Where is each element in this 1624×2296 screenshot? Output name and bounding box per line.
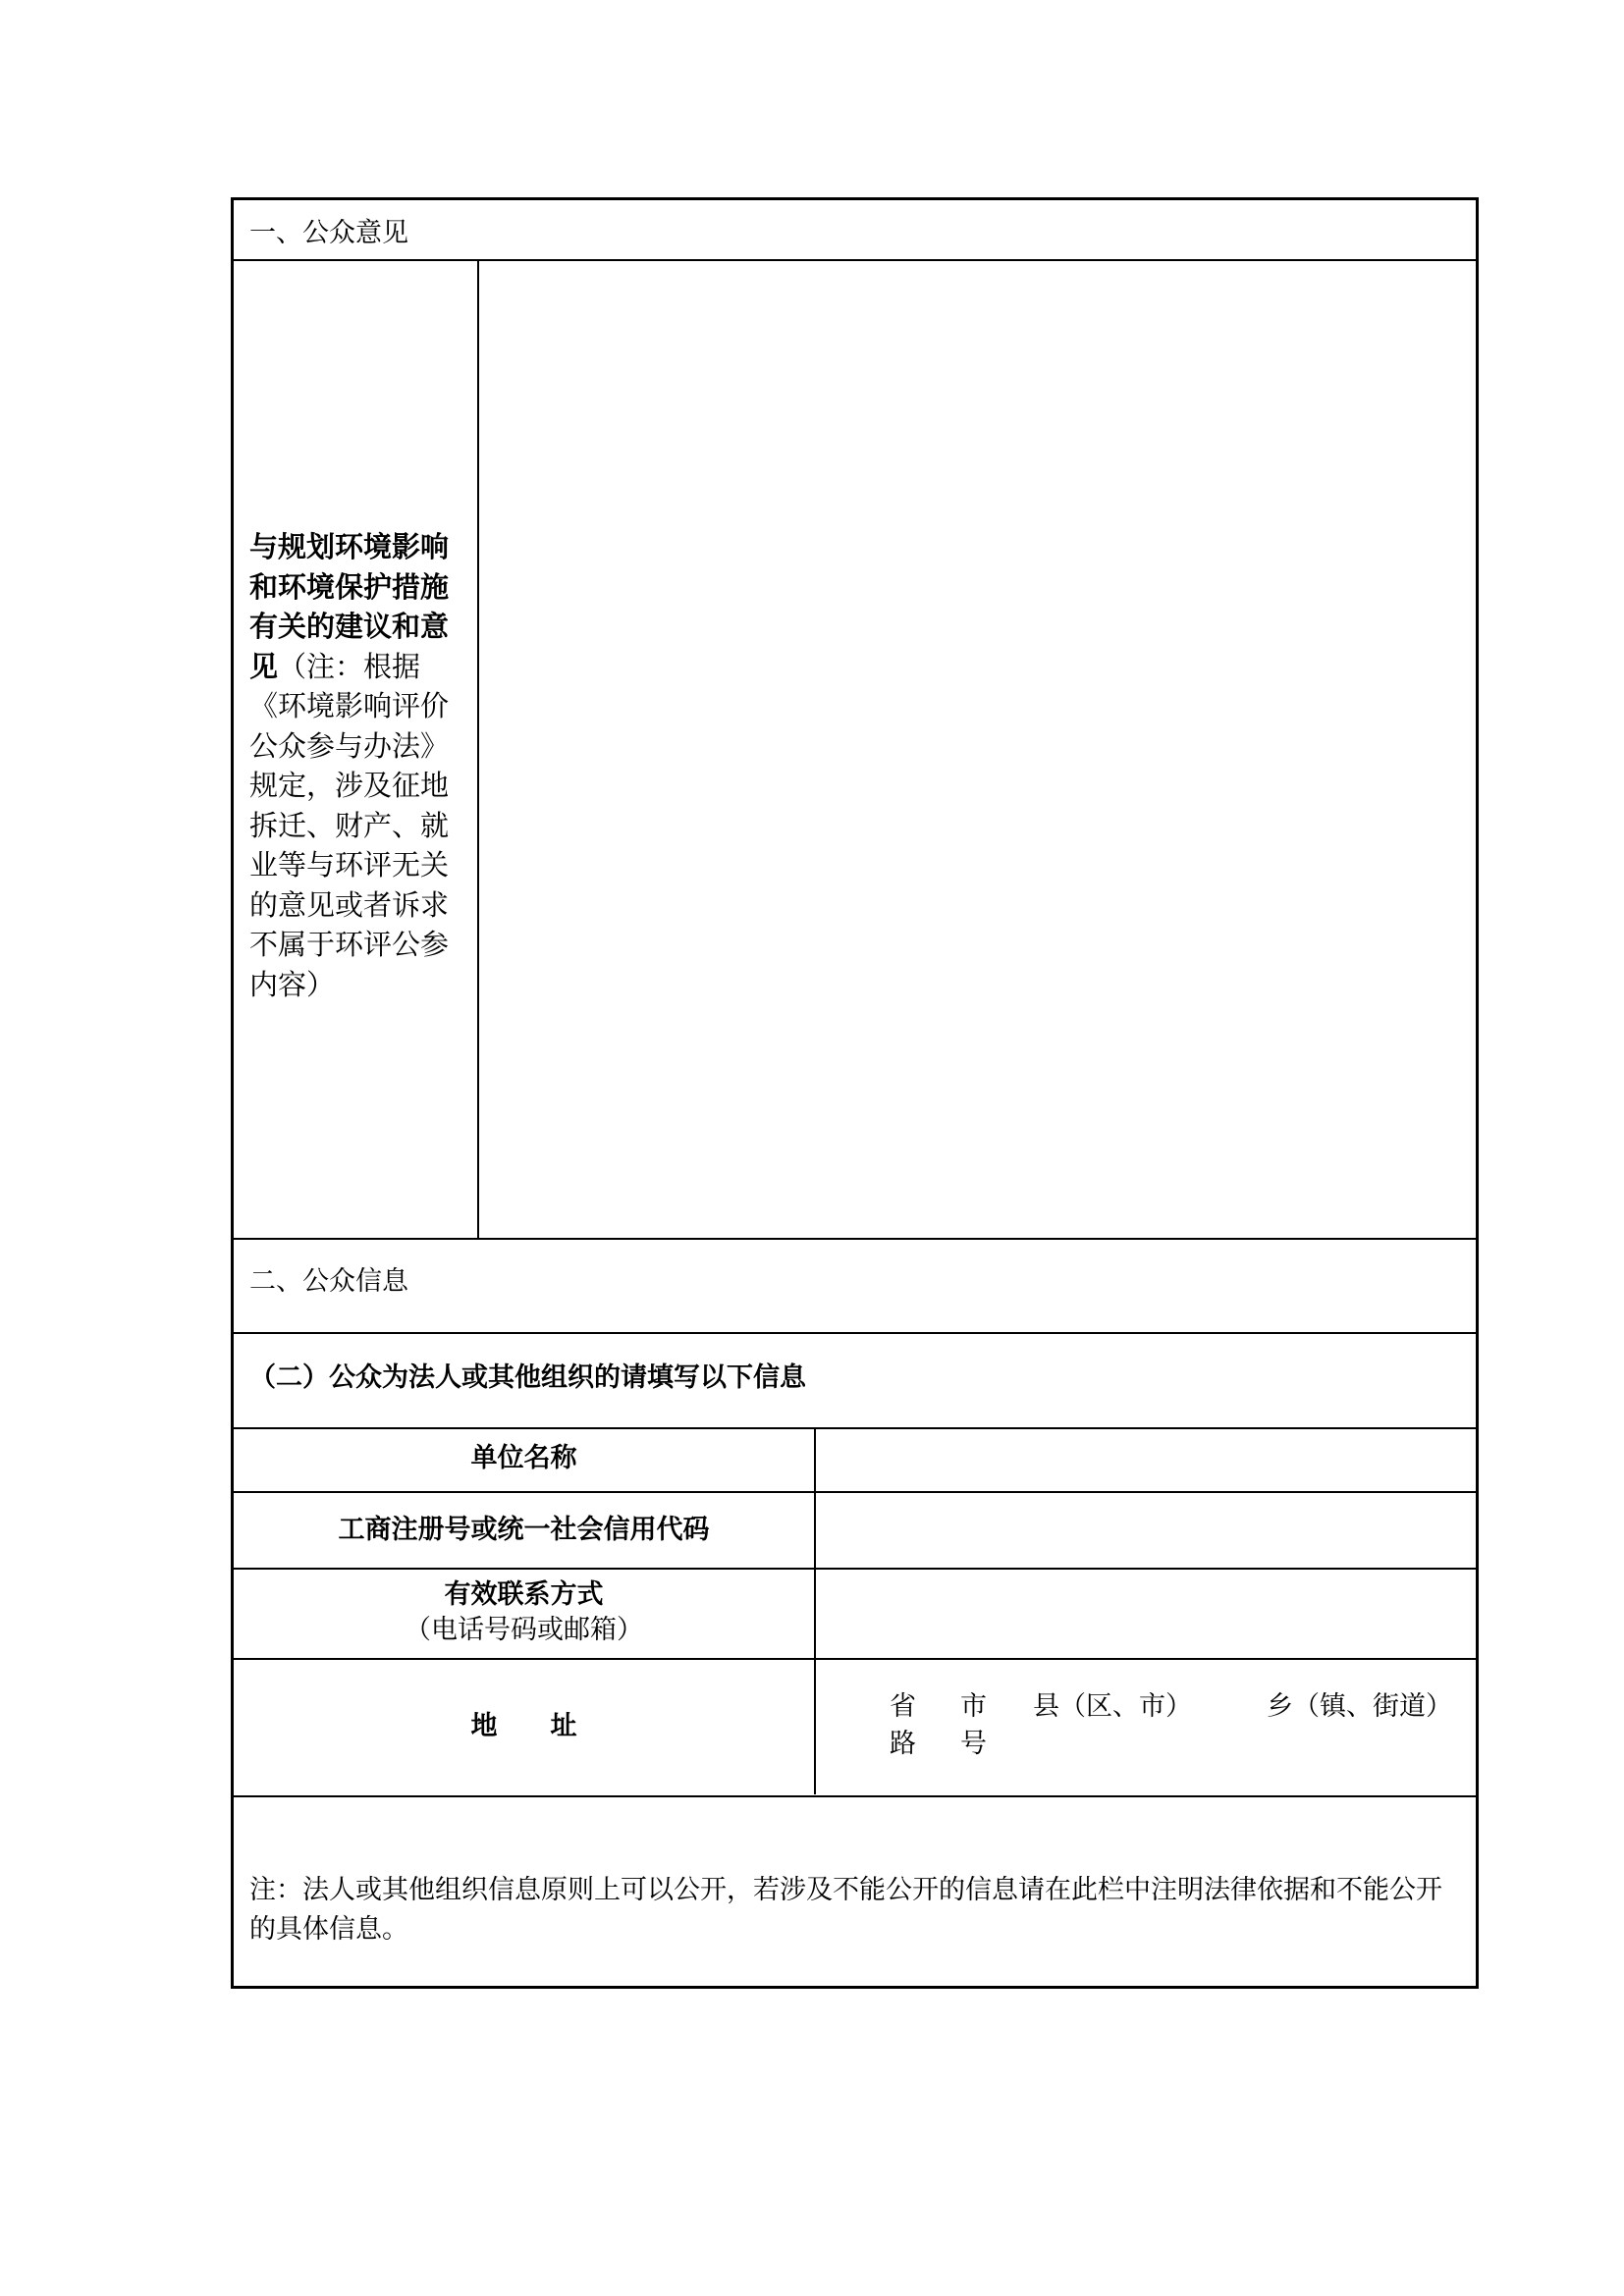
address-road: 路 xyxy=(890,1729,916,1759)
contact-field[interactable] xyxy=(817,1570,1476,1657)
address-province: 省 xyxy=(890,1691,916,1722)
address-number: 号 xyxy=(960,1729,987,1759)
section2-heading: 二、公众信息 xyxy=(249,1266,408,1297)
address-township: 乡（镇、街道） xyxy=(1267,1691,1452,1722)
unit-name-label: 单位名称 xyxy=(470,1443,577,1473)
address-label: 地 址 xyxy=(470,1711,577,1741)
unit-name-field[interactable] xyxy=(817,1429,1476,1490)
registration-number-label: 工商注册号或统一社会信用代码 xyxy=(338,1515,710,1545)
divider xyxy=(234,1795,1476,1797)
section1-heading: 一、公众意见 xyxy=(249,218,408,248)
contact-sublabel: （电话号码或邮箱） xyxy=(405,1615,643,1645)
contact-label: 有效联系方式 xyxy=(444,1579,604,1610)
public-opinion-form xyxy=(231,197,1479,1989)
address-county: 县（区、市） xyxy=(1033,1691,1192,1722)
section2-subheading: （二）公众为法人或其他组织的请填写以下信息 xyxy=(249,1362,806,1393)
divider xyxy=(234,1238,1476,1240)
registration-number-field[interactable] xyxy=(817,1493,1476,1567)
opinion-label-main: 与规划环境影响和环境保护措施有关的建议和意见 xyxy=(249,530,450,683)
disclosure-note: 注：法人或其他组织信息原则上可以公开，若涉及不能公开的信息请在此栏中注明法律依据和不能公开的具体信息。 xyxy=(249,1875,1442,1945)
address-city: 市 xyxy=(960,1691,987,1722)
opinion-label-note: （注：根据《环境影响评价公众参与办法》规定，涉及征地拆迁、财产、就业等与环评无关的意见或者诉求不属于环评公参内容） xyxy=(249,649,450,1001)
divider xyxy=(234,1332,1476,1334)
opinion-label xyxy=(249,527,467,1004)
divider xyxy=(477,260,479,1238)
opinion-input-area[interactable] xyxy=(480,262,1476,1237)
divider xyxy=(234,259,1476,261)
divider xyxy=(814,1428,816,1794)
